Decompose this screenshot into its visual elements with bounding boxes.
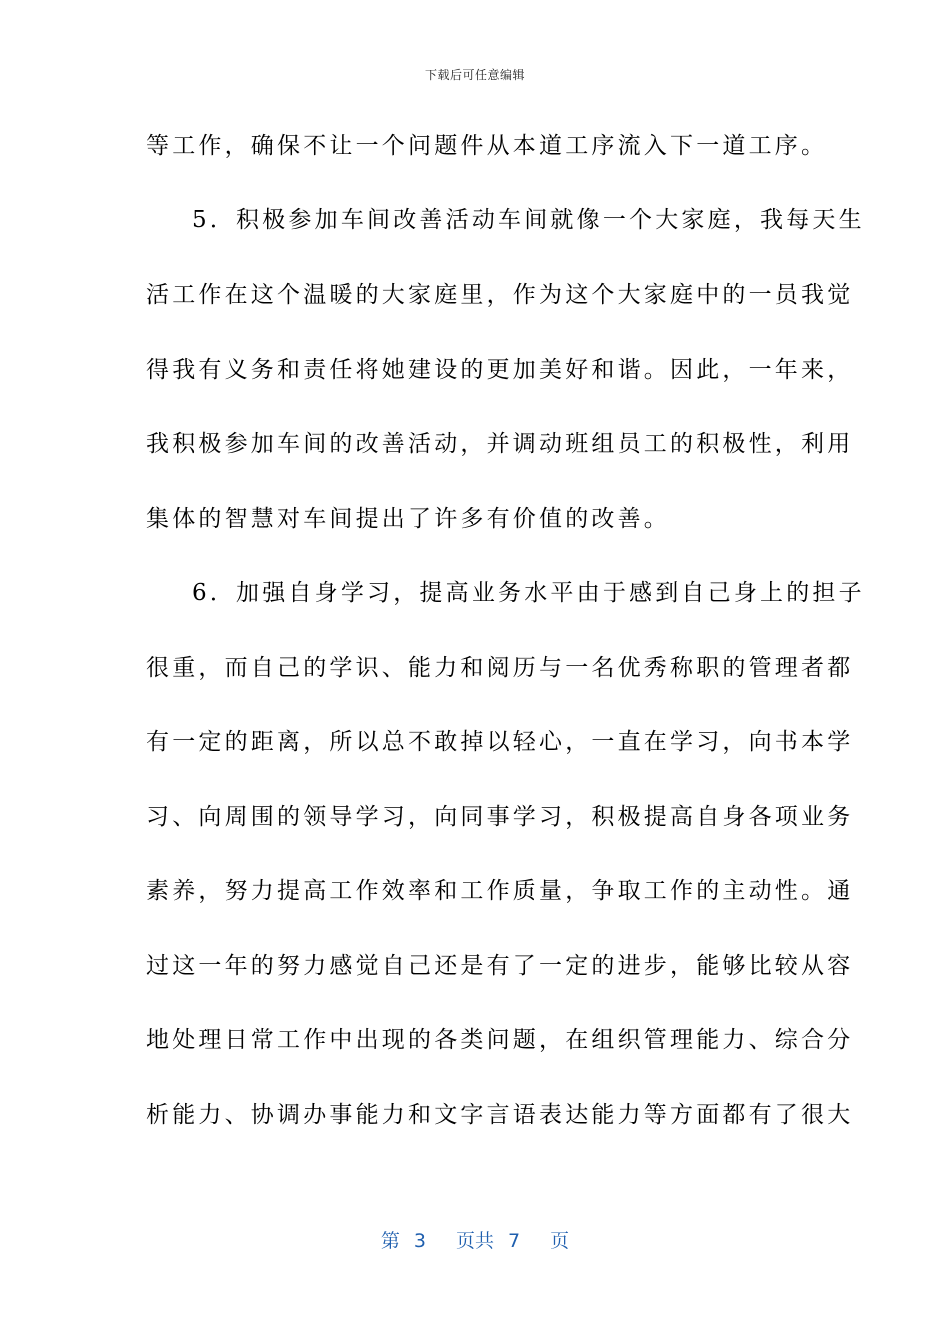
text-line: 5．积极参加车间改善活动车间就像一个大家庭，我每天生 bbox=[192, 207, 865, 233]
text-line: 活工作在这个温暖的大家庭里，作为这个大家庭中的一员我觉 bbox=[146, 282, 854, 308]
text-line: 集体的智慧对车间提出了许多有价值的改善。 bbox=[146, 506, 670, 532]
text-line: 地处理日常工作中出现的各类问题，在组织管理能力、综合分 bbox=[146, 1027, 854, 1053]
text-line: 很重，而自己的学识、能力和阅历与一名优秀称职的管理者都 bbox=[146, 655, 854, 681]
footer-middle: 页共 bbox=[455, 1230, 494, 1252]
page-number-footer bbox=[0, 1226, 950, 1253]
footer-suffix: 页 bbox=[550, 1230, 570, 1252]
text-line: 等工作，确保不让一个问题件从本道工序流入下一道工序。 bbox=[146, 133, 828, 159]
footer-prefix: 第 bbox=[380, 1230, 400, 1252]
text-line: 析能力、协调办事能力和文字言语表达能力等方面都有了很大 bbox=[146, 1102, 854, 1128]
text-line: 得我有义务和责任将她建设的更加美好和谐。因此，一年来， bbox=[146, 357, 854, 383]
text-line: 素养，努力提高工作效率和工作质量，争取工作的主动性。通 bbox=[146, 878, 854, 904]
download-note: 下载后可任意编辑 bbox=[424, 68, 525, 82]
text-line: 过这一年的努力感觉自己还是有了一定的进步，能够比较从容 bbox=[146, 953, 854, 979]
text-line: 习、向周围的领导学习，向同事学习，积极提高自身各项业务 bbox=[146, 804, 854, 830]
text-line: 我积极参加车间的改善活动，并调动班组员工的积极性，利用 bbox=[146, 431, 854, 457]
current-page-number: 3 bbox=[413, 1230, 426, 1252]
total-pages-number: 7 bbox=[508, 1230, 521, 1252]
text-line: 有一定的距离，所以总不敢掉以轻心，一直在学习，向书本学 bbox=[146, 729, 854, 755]
text-line: 6．加强自身学习，提高业务水平由于感到自己身上的担子 bbox=[192, 580, 865, 606]
